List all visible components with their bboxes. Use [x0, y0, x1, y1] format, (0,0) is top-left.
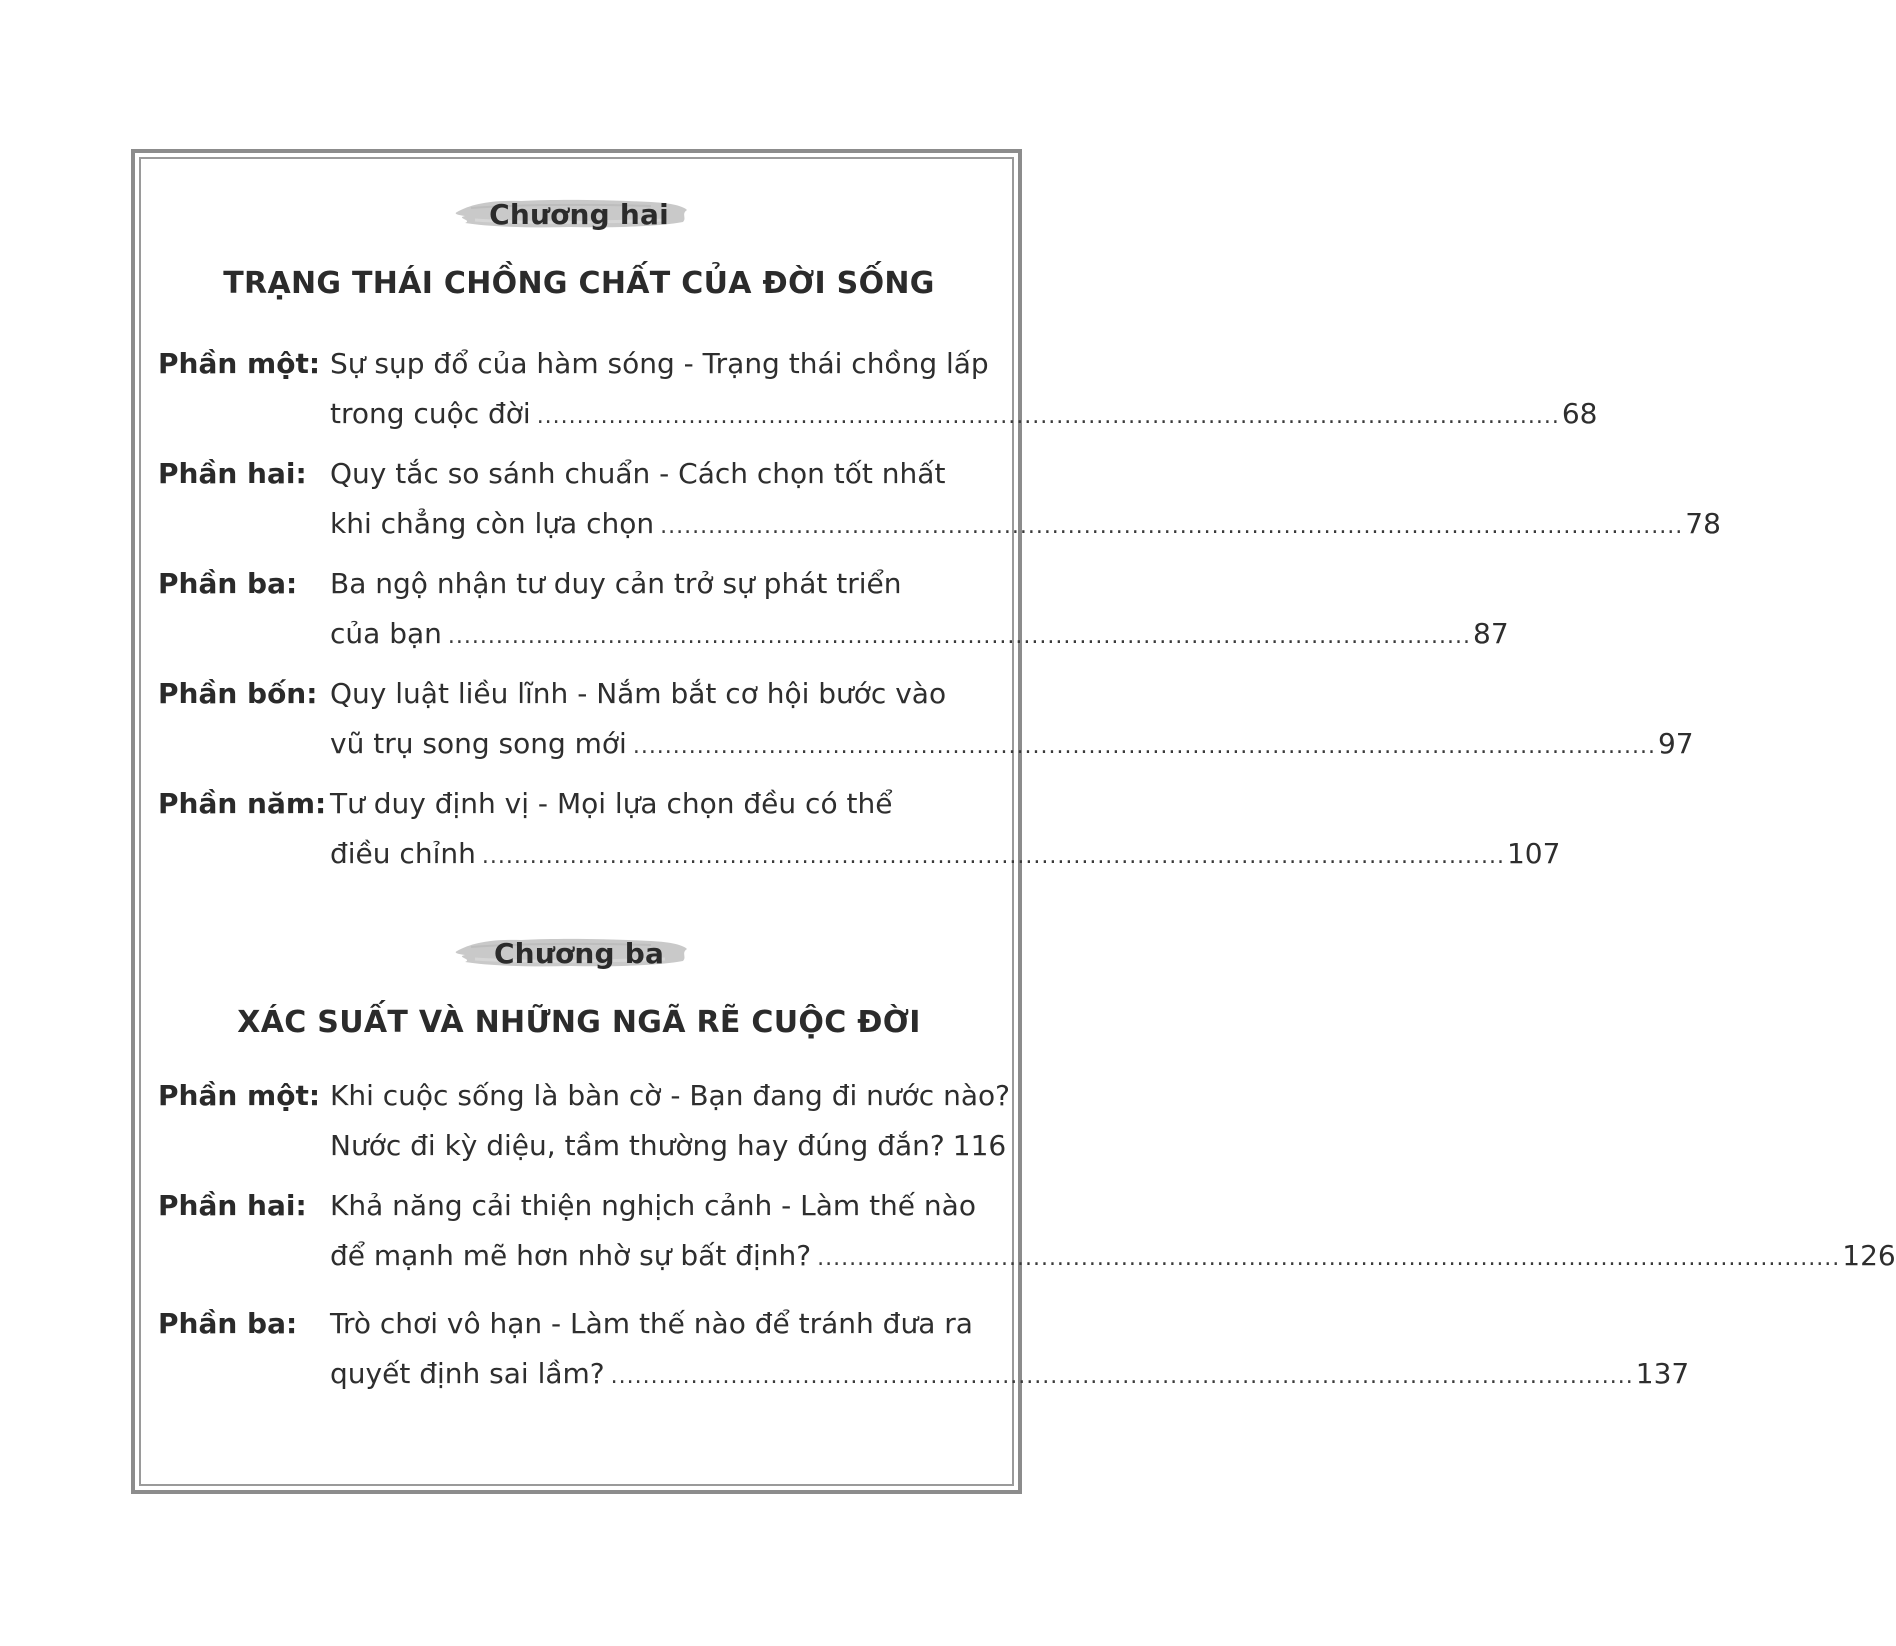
- entry-title-cont: Nước đi kỳ diệu, tầm thường hay đúng đắn?: [330, 1129, 945, 1162]
- page-number: 126: [1842, 1239, 1896, 1272]
- dot-leader: ................................................................................................................................: [610, 1364, 1634, 1389]
- page-number: 97: [1657, 727, 1694, 760]
- chapter-badge: [0, 925, 1158, 981]
- entry-title: Sự sụp đổ của hàm sóng - Trạng thái chồng lấp: [330, 347, 989, 380]
- entry-title-cont: trong cuộc đời: [330, 397, 531, 430]
- page-number: 107: [1506, 837, 1561, 870]
- dot-leader: ................................................................................................................................: [447, 624, 1472, 649]
- entry-title-cont: quyết định sai lầm?: [330, 1357, 605, 1390]
- entry-title-cont: khi chẳng còn lựa chọn: [330, 507, 655, 540]
- part-label: Phần một:: [158, 347, 321, 380]
- entry-title: Quy luật liều lĩnh - Nắm bắt cơ hội bước vào: [330, 677, 947, 710]
- chapter-label: Chương hai: [489, 197, 669, 231]
- entry-title-cont: vũ trụ song song mới: [330, 727, 627, 760]
- dot-leader: ................................................................................................................................: [817, 1246, 1841, 1271]
- part-label: Phần ba:: [158, 567, 298, 600]
- part-label: Phần năm:: [158, 787, 327, 820]
- entry-title: Khi cuộc sống là bàn cờ - Bạn đang đi nước nào?: [330, 1079, 1010, 1112]
- entry-title: Trò chơi vô hạn - Làm thế nào để tránh đưa ra: [330, 1307, 973, 1340]
- entry-title: Ba ngộ nhận tư duy cản trở sự phát triển: [330, 567, 902, 600]
- part-label: Phần hai:: [158, 1189, 307, 1222]
- chapter-badge: [0, 186, 1158, 242]
- page-number: 137: [1635, 1357, 1690, 1390]
- dot-leader: ................................................................................................................................: [536, 404, 1560, 429]
- dot-leader: ................................................................................................................................: [660, 514, 1684, 539]
- page-number: 68: [1561, 397, 1598, 430]
- chapter-title: XÁC SUẤT VÀ NHỮNG NGÃ RẼ CUỘC ĐỜI: [237, 1005, 921, 1040]
- part-label: Phần ba:: [158, 1307, 298, 1340]
- page-number: 116: [952, 1129, 1007, 1162]
- chapter-label: Chương ba: [493, 936, 665, 970]
- entry-title-cont: để mạnh mẽ hơn nhờ sự bất định?: [330, 1239, 812, 1272]
- part-label: Phần hai:: [158, 457, 307, 490]
- entry-title: Quy tắc so sánh chuẩn - Cách chọn tốt nhất: [330, 457, 946, 490]
- chapter-title: TRẠNG THÁI CHỒNG CHẤT CỦA ĐỜI SỐNG: [223, 266, 935, 301]
- entry-title-cont: của bạn: [330, 617, 442, 650]
- entry-title-cont: điều chỉnh: [330, 837, 476, 870]
- part-label: Phần một:: [158, 1079, 321, 1112]
- entry-title: Tư duy định vị - Mọi lựa chọn đều có thể: [330, 787, 893, 820]
- entry-title: Khả năng cải thiện nghịch cảnh - Làm thế nào: [330, 1189, 976, 1222]
- part-label: Phần bốn:: [158, 677, 318, 710]
- dot-leader: ................................................................................................................................: [632, 734, 1656, 759]
- page-number: 87: [1473, 617, 1509, 650]
- page-number: 78: [1685, 507, 1721, 540]
- dot-leader: ................................................................................................................................: [481, 844, 1505, 869]
